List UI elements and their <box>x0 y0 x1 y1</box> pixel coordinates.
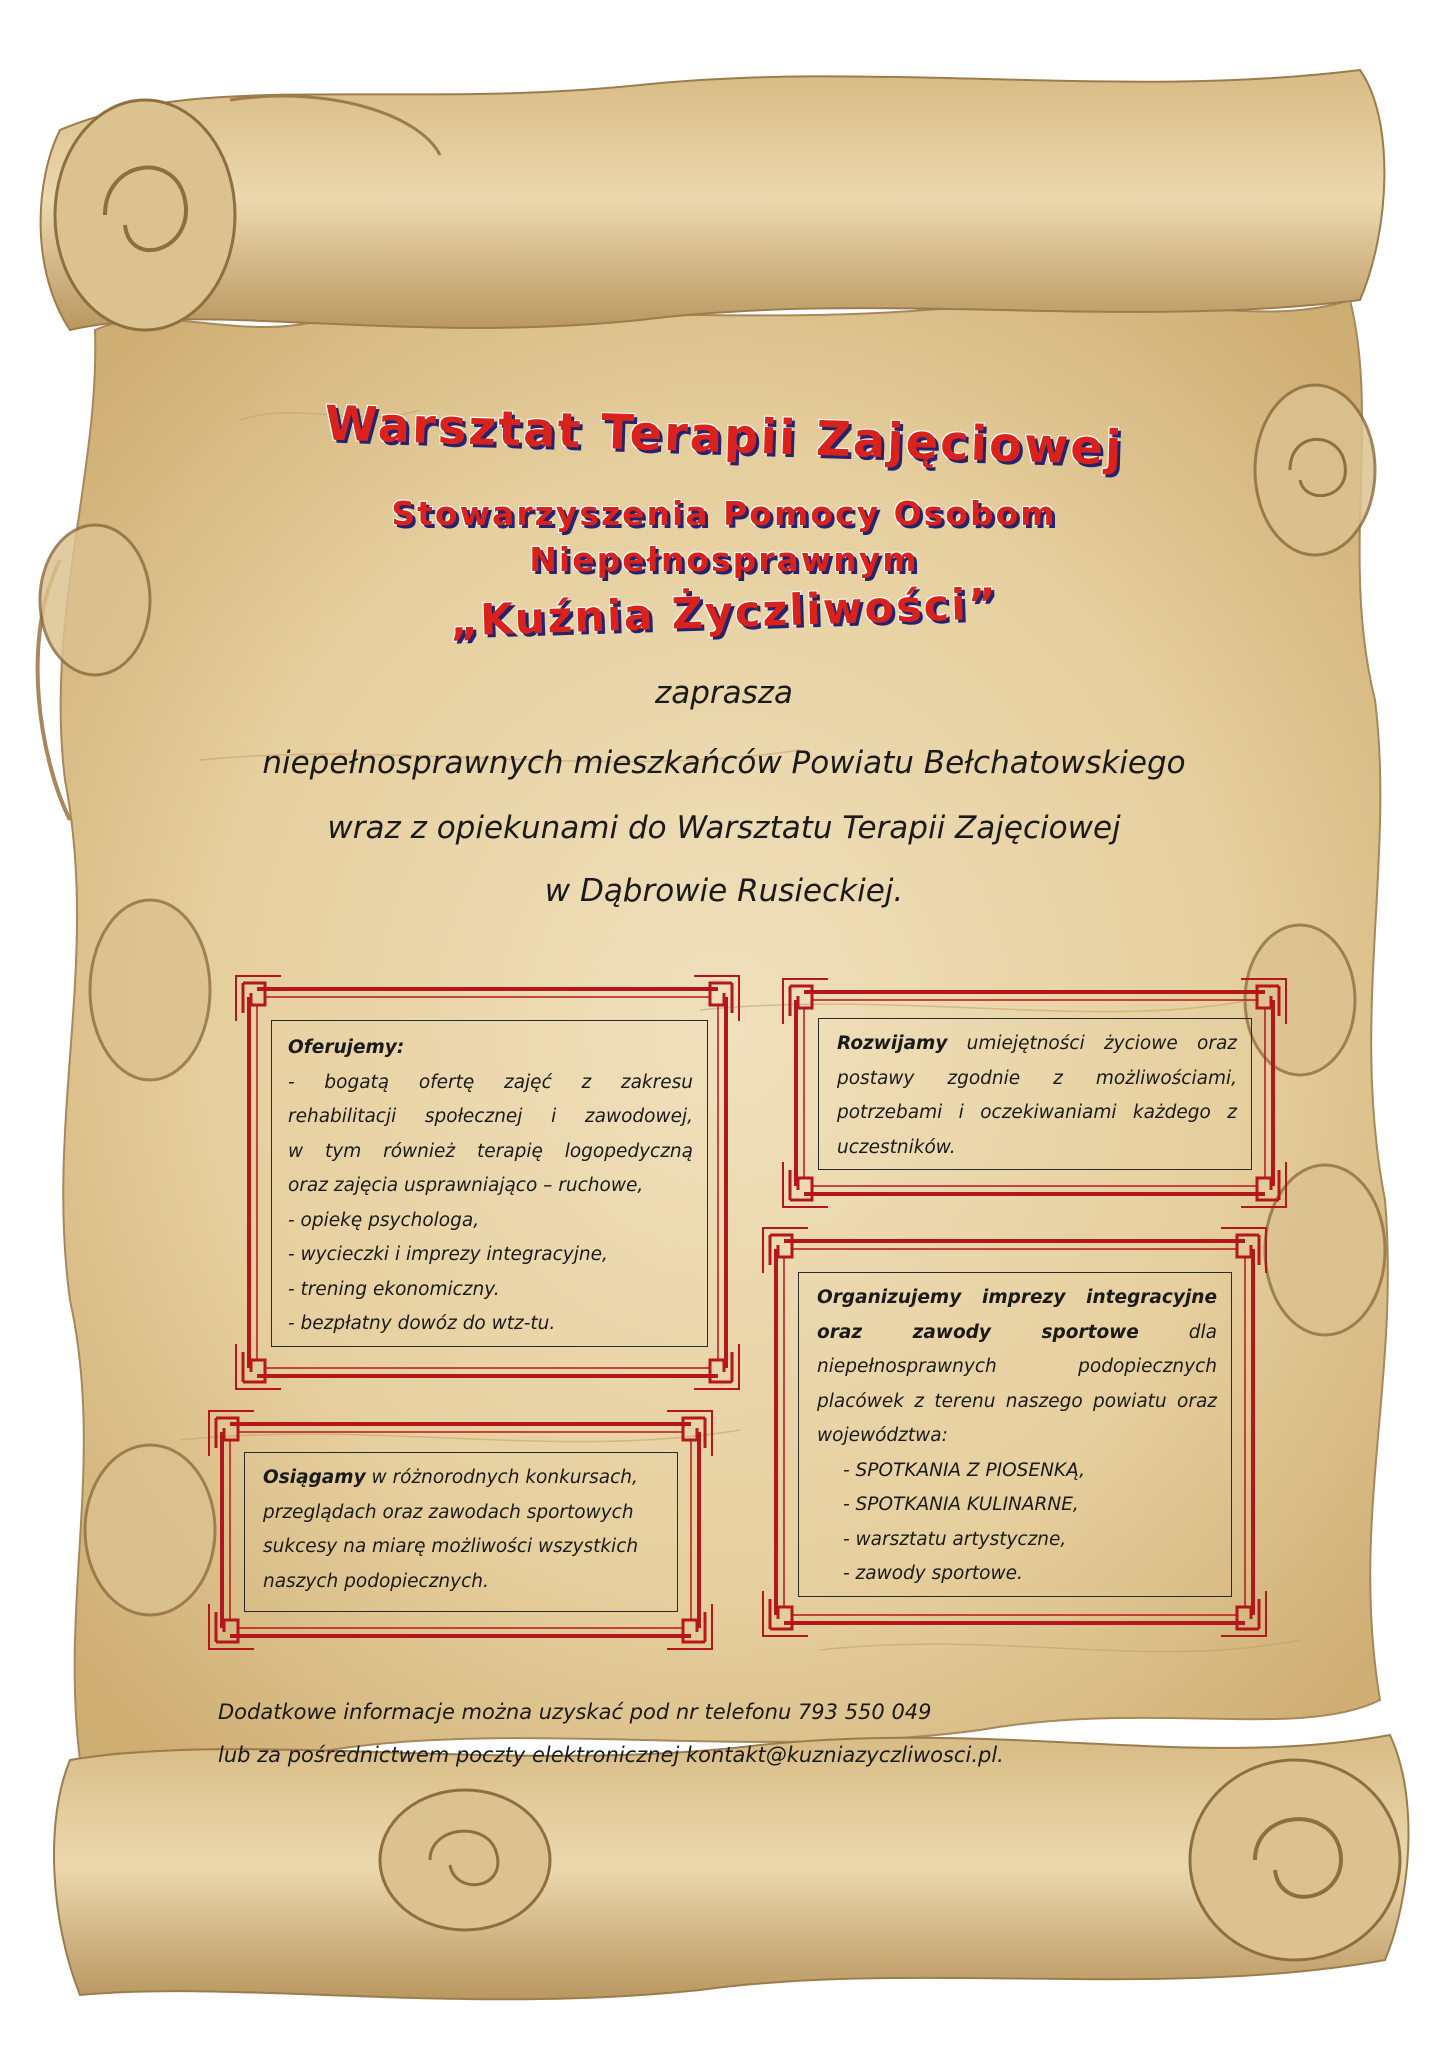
frame-ornament <box>683 1418 705 1440</box>
organize-bold: Organizujemy imprezy integracyjne oraz zawody sportowe <box>817 1287 1217 1343</box>
heading-line-3: Niepełnosprawnym <box>529 540 919 579</box>
develop-bold: Rozwijamy <box>837 1033 948 1054</box>
achieve-text <box>245 1453 677 1599</box>
offer-line-8: - bezpłatny dowóz do wtz-tu. <box>288 1313 556 1334</box>
achieve-box <box>208 1410 713 1650</box>
achieve-inner <box>244 1452 678 1612</box>
frame-ornament <box>770 1235 792 1257</box>
frame-ornament <box>243 1360 265 1382</box>
footer-line-1: Dodatkowe informacje można uzyskać pod nr telefonu 793 550 049 <box>218 1700 932 1724</box>
develop-text <box>819 1019 1251 1165</box>
develop-box <box>782 978 1287 1208</box>
footer-line-2: lub za pośrednictwem poczty elektronicznej kontakt@kuzniazyczliwosci.pl. <box>218 1743 1004 1767</box>
organize-body: dla niepełnosprawnych podopiecznych placówek z terenu naszego powiatu oraz województwa: <box>817 1321 1217 1446</box>
frame-ornament <box>216 1418 238 1440</box>
offer-line-2: rehabilitacji społecznej i zawodowej, <box>288 1106 693 1127</box>
intro-line-4: w Dąbrowie Rusieckiej. <box>544 873 904 909</box>
frame-ornament <box>243 983 265 1005</box>
organize-item-4: - zawody sportowe. <box>843 1563 1023 1584</box>
organize-item-3: - warsztatu artystyczne, <box>843 1528 1067 1550</box>
achieve-bold: Osiągamy <box>263 1467 366 1488</box>
frame-ornament <box>1257 1178 1279 1200</box>
frame-ornament <box>710 1360 732 1382</box>
offer-title: Oferujemy: <box>288 1037 405 1058</box>
frame-ornament <box>216 1620 238 1642</box>
offer-line-6: - wycieczki i imprezy integracyjne, <box>288 1244 608 1265</box>
frame-ornament <box>790 986 812 1008</box>
organize-item-1: - SPOTKANIA Z PIOSENKĄ, <box>843 1459 1085 1481</box>
frame-ornament <box>1237 1607 1259 1629</box>
frame-ornament <box>710 983 732 1005</box>
frame-ornament <box>770 1607 792 1629</box>
frame-ornament <box>790 1178 812 1200</box>
offer-line-1: - bogatą ofertę zajęć z zakresu <box>288 1071 693 1093</box>
intro-line-3: wraz z opiekunami do Warsztatu Terapii Zajęciowej <box>327 810 1121 846</box>
frame-ornament <box>683 1620 705 1642</box>
develop-body: umiejętności życiowe oraz postawy zgodnie z możliwościami, potrzebami i oczekiwaniami każdego z uczestników. <box>837 1033 1237 1158</box>
heading-line-4: „Kuźnia Życzliwości” <box>449 579 999 647</box>
offer-line-3: w tym również terapię logopedyczną <box>288 1140 693 1162</box>
develop-inner <box>818 1018 1252 1170</box>
offer-line-7: - trening ekonomiczny. <box>288 1278 500 1300</box>
offer-line-5: - opiekę psychologa, <box>288 1209 480 1231</box>
offer-line-4: oraz zajęcia usprawniająco – ruchowe, <box>288 1175 644 1196</box>
organize-box <box>762 1227 1267 1637</box>
organize-text <box>817 1281 1217 1454</box>
frame-ornament <box>1257 986 1279 1008</box>
offer-inner <box>271 1020 708 1347</box>
heading-line-1: Warsztat Terapii Zajęciowej <box>323 395 1125 477</box>
organize-item-2: - SPOTKANIA KULINARNE, <box>843 1494 1079 1515</box>
intro-line-2: niepełnosprawnych mieszkańców Powiatu Bełchatowskiego <box>262 745 1186 781</box>
organize-inner <box>798 1272 1232 1597</box>
heading-line-2: Stowarzyszenia Pomocy Osobom <box>391 494 1057 533</box>
frame-ornament <box>1237 1235 1259 1257</box>
achieve-body: w różnorodnych konkursach, przeglądach oraz zawodach sportowych sukcesy na miarę możliwości wszystkich naszych podopiecznych. <box>263 1467 639 1592</box>
intro-line-1: zaprasza <box>654 675 794 711</box>
offer-box <box>235 975 740 1390</box>
